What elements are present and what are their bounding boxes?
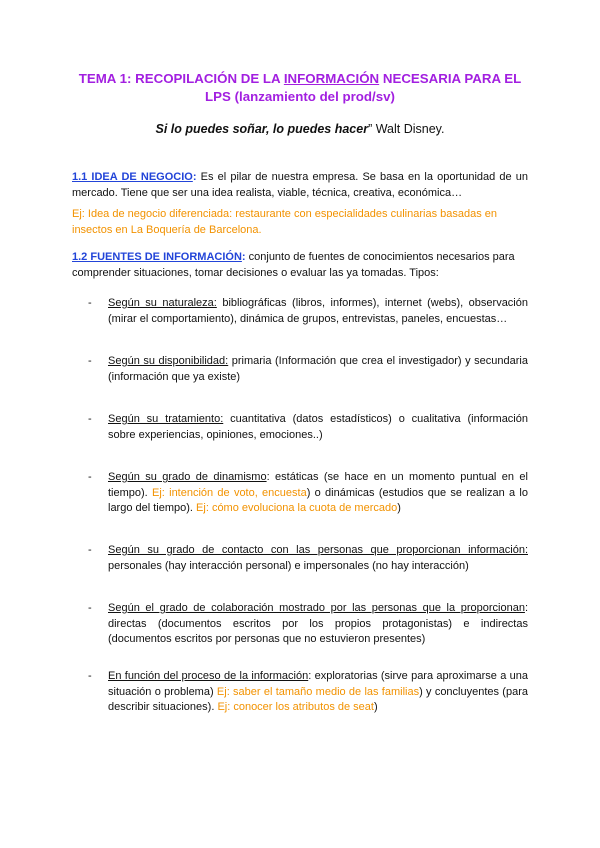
item-label: Según su grado de dinamismo (108, 471, 267, 483)
item-label: Según su grado de contacto con las personas que proporcionan información: (108, 544, 528, 556)
section1-paragraph (72, 170, 528, 201)
quote-author: ” Walt Disney. (368, 122, 445, 136)
list-dash: - (88, 413, 92, 425)
item-text: bibliográficas (libros, informes), internet (webs), observación (mirar el comportamiento), dinámica de grupos, entrevistas, paneles, encuestas… (108, 297, 528, 325)
item-text: personales (hay interacción personal) e impersonales (no hay interacción) (108, 559, 469, 572)
quote-text: Si lo puedes soñar, lo puedes hacer (155, 122, 369, 136)
item-label: Según su tratamiento: (108, 413, 224, 425)
item-text: : directas (documentos escritos por los propios protagonistas) e indirectas (documentos escritos por personas que no estuvieron presentes) (108, 602, 528, 645)
section2-colon: : (241, 251, 246, 263)
item-label: En función del proceso de la información (108, 670, 309, 682)
item-text: ) (397, 502, 401, 514)
item-text: cuantitativa (datos estadísticos) o cualitativa (información sobre experiencias, opiniones, emociones..) (108, 413, 528, 441)
list-dash: - (88, 471, 92, 483)
item-text: ) y concluyentes (para describir situaciones). (108, 685, 528, 713)
item-example: Ej: cómo evoluciona la cuota de mercado (196, 502, 398, 514)
item-text: : exploratorias (sirve para aproximarse a una situación o problema) (108, 670, 528, 698)
section1-heading: 1.1 IDEA DE NEGOCIO (72, 171, 193, 183)
list-dash: - (88, 602, 92, 614)
section2-paragraph (72, 250, 528, 281)
item-label: Según el grado de colaboración mostrado por las personas que la proporcionan (108, 602, 525, 614)
page-title (70, 70, 530, 106)
list-dash: - (88, 544, 92, 556)
section1-text: Es el pilar de nuestra empresa. Se basa en la oportunidad de un mercado. Tiene que ser una idea realista, viable, técnica, creativa, económica… (72, 171, 529, 199)
section2-text: conjunto de fuentes de conocimientos necesarios para comprender situaciones, tomar decisiones o evaluar las ya tomadas. Tipos: (72, 251, 515, 279)
section2-heading: 1.2 FUENTES DE INFORMACIÓN (72, 251, 242, 263)
title-underlined: INFORMACIÓN (283, 71, 380, 86)
quote (70, 122, 530, 136)
item-example: Ej: conocer los atributos de seat (217, 701, 374, 713)
item-text: primaria (Información que crea el investigador) y secundaria (información que ya existe) (108, 355, 528, 383)
item-example: Ej: intención de voto, encuesta (152, 486, 307, 499)
list-dash: - (88, 355, 92, 367)
item-label: Según su naturaleza: (108, 297, 217, 309)
item-label: Según su disponibilidad: (108, 355, 229, 367)
title-prefix: TEMA 1: RECOPILACIÓN DE LA (78, 71, 284, 86)
section1-example: Ej: Idea de negocio diferenciada: restaurante con especialidades culinarias basadas en insectos en La Boquería de Barcelona. (72, 208, 498, 236)
list-dash: - (88, 297, 92, 309)
item-example: Ej: saber el tamaño medio de las familias (216, 685, 420, 698)
item-text: ) o dinámicas (estudios que se realizan a lo largo del tiempo). (108, 486, 528, 514)
item-text: ) (373, 701, 378, 713)
item-text: : estáticas (se hace en un momento puntual en el tiempo). (108, 471, 528, 499)
section1-colon: : (192, 171, 197, 183)
title-line2: LPS (lanzamiento del prod/sv) (205, 89, 395, 104)
list-dash: - (88, 670, 92, 682)
title-suffix: NECESARIA PARA EL (379, 71, 522, 86)
